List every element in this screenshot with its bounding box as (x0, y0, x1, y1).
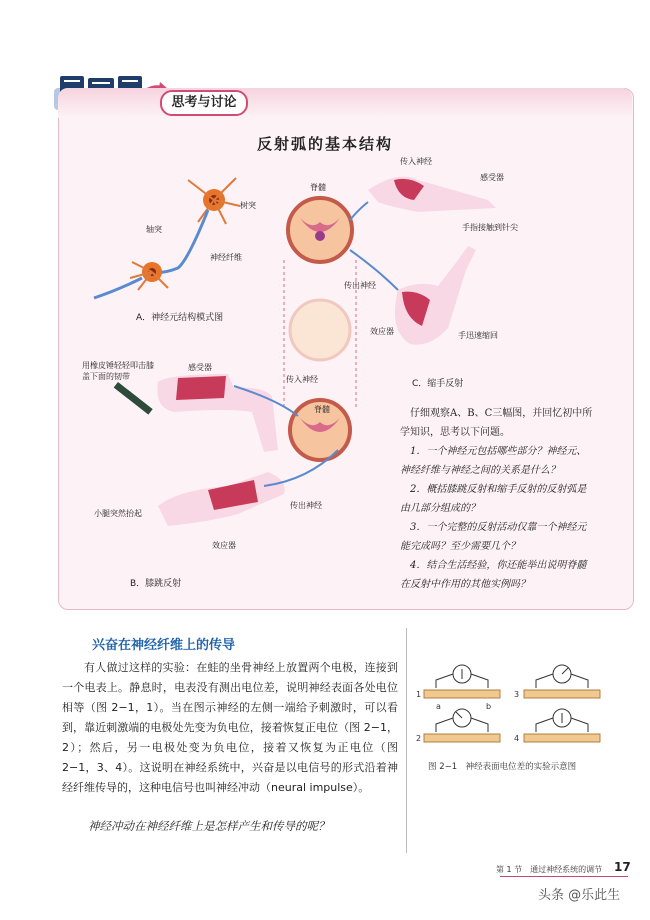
label-afferent-bottom: 传入神经 (286, 375, 318, 384)
discussion-box-header (58, 88, 632, 118)
label-hammer-note: 用橡皮锤轻轻叩击膝盖下面的韧带 (82, 361, 154, 381)
panel-number-1: 1 (416, 690, 422, 699)
panel-number-3: 3 (514, 690, 520, 699)
label-efferent-bottom: 传出神经 (290, 501, 322, 510)
electrode-label-b: b (486, 702, 492, 711)
panel-2 (424, 709, 500, 742)
questions-block (400, 404, 596, 594)
spinal-cord-top (288, 198, 352, 262)
footer-rule (500, 876, 628, 877)
watermark: 头条 @乐此生 (538, 888, 621, 903)
label-lower-leg-lift: 小腿突然抬起 (94, 509, 142, 518)
section-question: 神经冲动在神经纤维上是怎样产生和传导的呢？ (88, 819, 330, 833)
label-effector-top: 效应器 (370, 327, 394, 336)
label-efferent-top: 传出神经 (344, 281, 376, 290)
figure-title: 反射弧的基本结构 (256, 135, 393, 153)
caption-c: C．缩手反射 (412, 379, 464, 389)
panel-4 (524, 709, 600, 742)
caption-b: B．膝跳反射 (130, 579, 182, 589)
question-4: 4．结合生活经验，你还能举出说明脊髓在反射中作用的其他实例吗？ (400, 560, 587, 590)
electrode-label-a: a (436, 702, 441, 711)
label-spinal-cord-top: 脊髓 (310, 183, 326, 192)
label-finger-touch: 手指接触到针尖 (462, 223, 518, 232)
question-1: 1．一个神经元包括哪些部分？神经元、神经纤维与神经之间的关系是什么？ (400, 446, 587, 476)
question-2: 2．概括膝跳反射和缩手反射的反射弧是由几部分组成的？ (400, 484, 587, 514)
panel-number-4: 4 (514, 734, 520, 743)
footer-section: 第 1 节 通过神经系统的调节 (496, 865, 603, 874)
label-nerve-fiber: 神经纤维 (210, 253, 242, 262)
neuron-drawing (94, 178, 240, 298)
experiment-diagram (422, 660, 622, 756)
experiment-figure-caption: 图 2−1 神经表面电位差的实验示意图 (428, 762, 577, 772)
section-tag: 思考与讨论 (160, 90, 248, 116)
page-number: 17 (614, 860, 631, 874)
label-spinal-cord-bottom: 脊髓 (314, 405, 330, 414)
caption-a: A．神经元结构模式图 (136, 313, 224, 323)
panel-3 (524, 665, 600, 698)
section-paragraph: 有人做过这样的实验：在蛙的坐骨神经上放置两个电极，连接到一个电表上。静息时，电表没有测出电位差，说明神经表面各处电位相等（图 2−1，1）。当在图示神经的左侧一端给予刺激时，可以看到，靠近刺激端的电极处先变为负电位，接着恢复正电位（图 2−1，2）；然后，另一电极处变为负电位，接着又恢复为正电位（图 2−1，3、4）。这说明在神经系统中，兴奋是以电信号的形式沿着神经纤维传导的，这种电信号也叫神经冲动（neural impulse）。 (62, 661, 398, 794)
label-hand-withdraw: 手迅速缩回 (458, 331, 498, 340)
label-axon: 轴突 (146, 225, 162, 234)
label-receptor-top: 感受器 (480, 173, 504, 182)
column-divider (406, 628, 407, 853)
label-receptor-bottom: 感受器 (188, 363, 212, 372)
section-heading: 兴奋在神经纤维上的传导 (92, 638, 236, 653)
label-dendrite: 树突 (240, 201, 256, 210)
label-effector-bottom: 效应器 (212, 541, 236, 550)
label-afferent-top: 传入神经 (400, 157, 432, 166)
panel-1 (424, 665, 500, 698)
question-3: 3．一个完整的反射活动仅靠一个神经元能完成吗？至少需要几个？ (400, 522, 587, 552)
panel-number-2: 2 (416, 734, 422, 743)
questions-intro: 仔细观察A、B、C三幅图，并回忆初中所学知识，思考以下问题。 (400, 408, 593, 438)
